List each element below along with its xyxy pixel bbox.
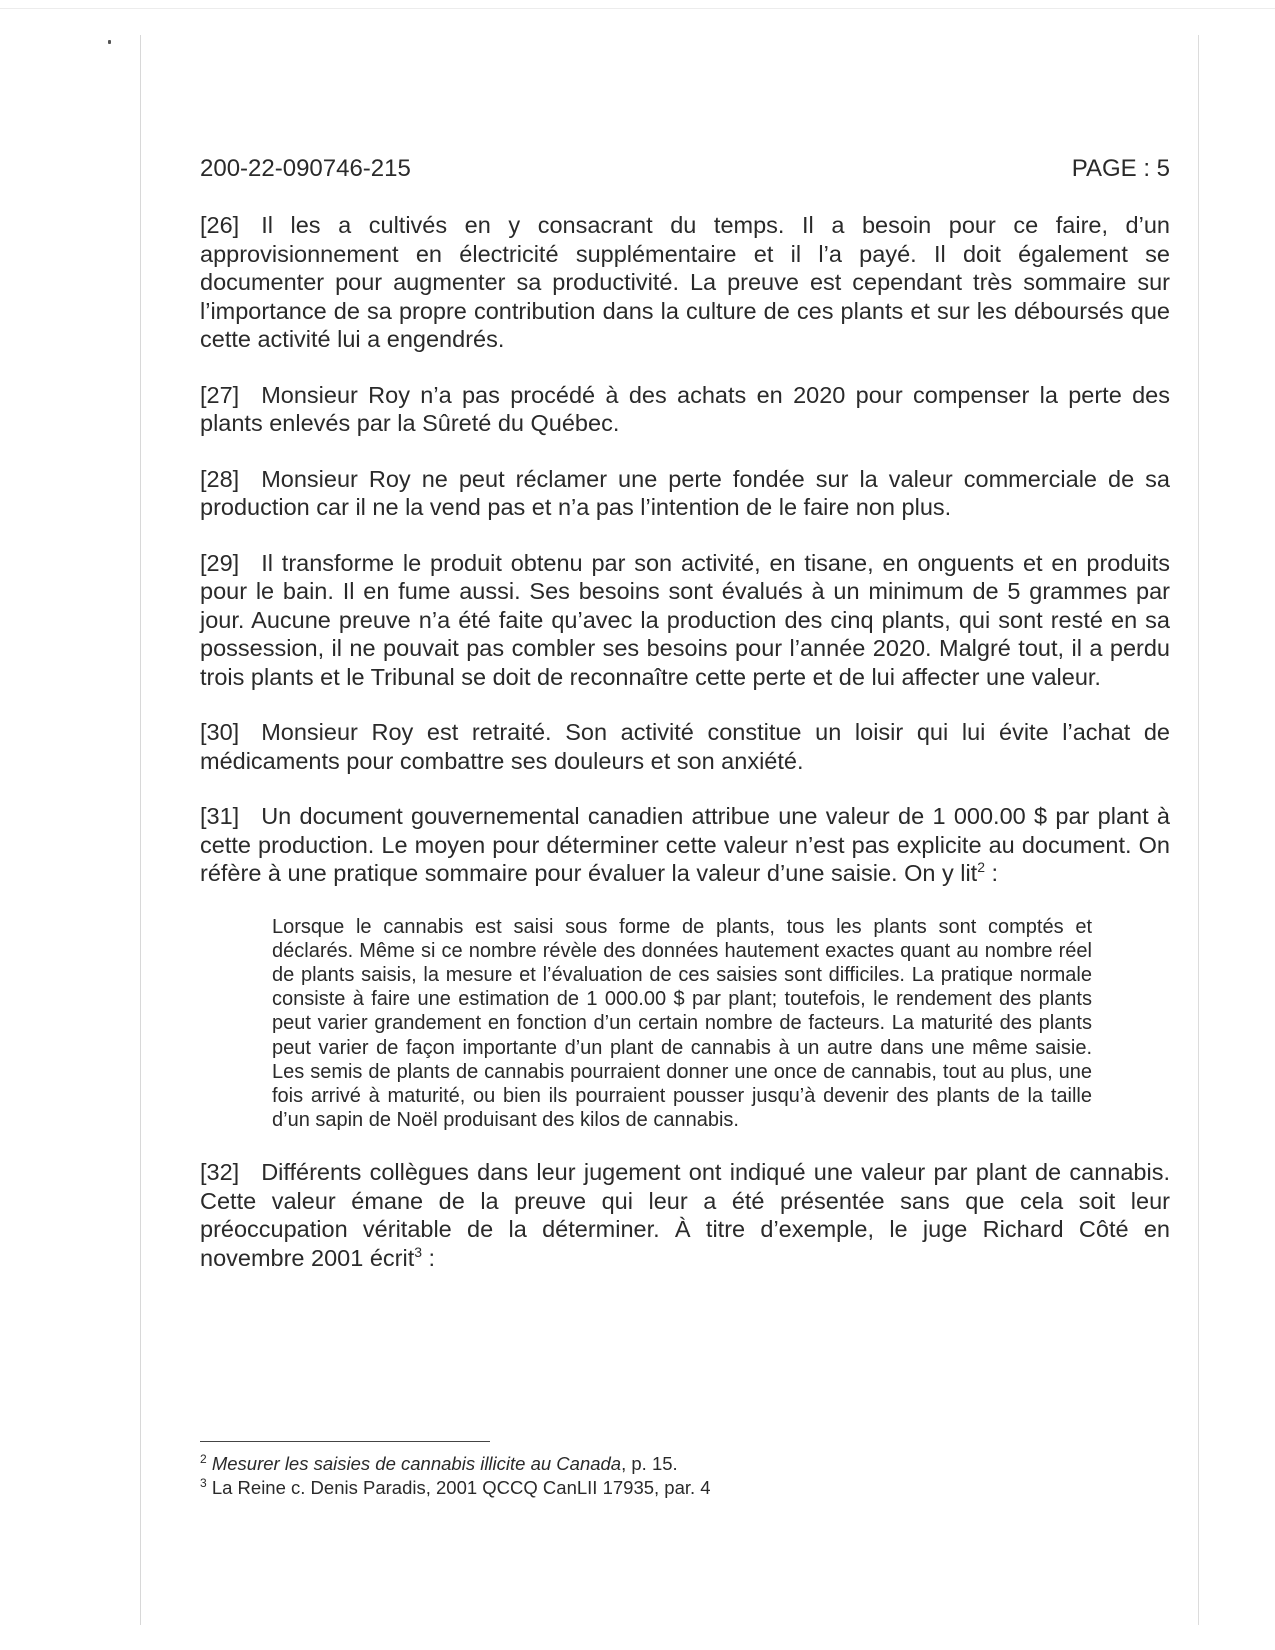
paragraph-29 [200,549,1170,692]
paragraph-number: [30] [200,719,240,745]
case-number: 200-22-090746-215 [200,155,411,182]
footnote-number: 3 [200,1475,207,1490]
paragraph-number: [29] [200,549,240,576]
footnote-text: , p. 15. [621,1453,678,1474]
paragraph-32 [200,1158,1170,1272]
paragraph-text: Il transforme le produit obtenu par son activité, en tisane, en onguents et en produits pour le bain. Il en fume aussi. Ses besoins sont évalués à un minimum de 5 grammes par jour. Aucune preuve n’a été faite qu’avec la production des cinq plants, qui sont resté en sa possession, il ne pouvait pas combler ses besoins pour l’année 2020. Malgré tout, il a perdu trois plants et le Tribunal se doit de reconnaître cette perte et de lui affecter une valeur. [200,549,1170,690]
footnote-reference: 3 [414,1244,423,1260]
scan-edge-top [0,8,1275,9]
paragraph-28 [200,465,1170,522]
paragraph-number: [32] [200,1159,240,1186]
judgment-body [200,211,1170,1299]
paragraph-text: Un document gouvernemental canadien attribue une valeur de 1 000.00 $ par plant à cette production. Le moyen pour déterminer cette valeur n’est pas explicite au document. On réfère à une pratique sommaire pour évaluer la valeur d’une saisie. On y lit [200,803,1170,886]
paragraph-text: Monsieur Roy est retraité. Son activité constitue un loisir qui lui évite l’achat de médicaments pour combattre ses douleurs et son anxiété. [200,719,1170,774]
page-number: PAGE : 5 [1071,155,1170,182]
paragraph-number: [28] [200,465,240,492]
paragraph-text: Monsieur Roy ne peut réclamer une perte fondée sur la valeur commerciale de sa production car il ne la vend pas et n’a pas l’intention de le faire non plus. [200,465,1170,520]
scan-speck [108,40,111,44]
footnote-3 [200,1476,1170,1500]
paragraph-27 [200,381,1170,438]
footnotes [200,1452,1170,1500]
scan-edge-left [140,35,141,1625]
paragraph-text: Il les a cultivés en y consacrant du temps. Il a besoin pour ce faire, d’un approvisionnement en électricité supplémentaire et il l’a payé. Il doit également se documenter pour augmenter sa productivité. La preuve est cependant très sommaire sur l’importance de sa propre contribution dans la culture de ces plants et sur les déboursés que cette activité lui a engendrés. [200,212,1170,352]
paragraph-26 [200,211,1170,354]
footnote-title: Mesurer les saisies de cannabis illicite au Canada [211,1453,622,1474]
page-header [200,155,1170,187]
footnote-text: La Reine c. Denis Paradis, 2001 QCCQ CanLII 17935, par. 4 [211,1477,711,1498]
footnote-2 [200,1452,1170,1476]
footnote-reference: 2 [977,859,986,876]
paragraph-tail: : [985,860,999,886]
paragraph-number: [27] [200,381,240,408]
paragraph-tail: : [422,1244,436,1271]
paragraph-number: [26] [200,212,240,238]
footnote-separator [200,1441,490,1442]
block-quote: Lorsque le cannabis est saisi sous forme de plants, tous les plants sont comptés et déclarés. Même si ce nombre révèle des données hautement exactes quant au nombre réel de plants saisis, la mesure et l’évaluation de ces saisies sont difficiles. La pratique normale consiste à faire une estimation de 1 000.00 $ par plant; toutefois, le rendement des plants peut varier grandement en fonction d’un certain nombre de facteurs. La maturité des plants peut varier de façon importante d’un plant de cannabis à un autre dans une même saisie. Les semis de plants de cannabis pourraient donner une once de cannabis, tout au plus, une fois arrivé à maturité, ou bien ils pourraient pousser jusqu’à devenir des plants de la taille d’un sapin de Noël produisant des kilos de cannabis. [272,915,1092,1132]
paragraph-text: Différents collègues dans leur jugement ont indiqué une valeur par plant de cannabis. Cette valeur émane de la preuve qui leur a été présentée sans que cela soit leur préoccupation véritable de la déterminer. À titre d’exemple, le juge Richard Côté en novembre 2001 écrit [200,1159,1170,1271]
scan-edge-right [1198,35,1199,1625]
paragraph-number: [31] [200,803,240,829]
paragraph-30 [200,718,1170,775]
paragraph-text: Monsieur Roy n’a pas procédé à des achats en 2020 pour compenser la perte des plants enlevés par la Sûreté du Québec. [200,381,1170,436]
paragraph-31 [200,802,1170,888]
footnote-number: 2 [200,1451,207,1466]
